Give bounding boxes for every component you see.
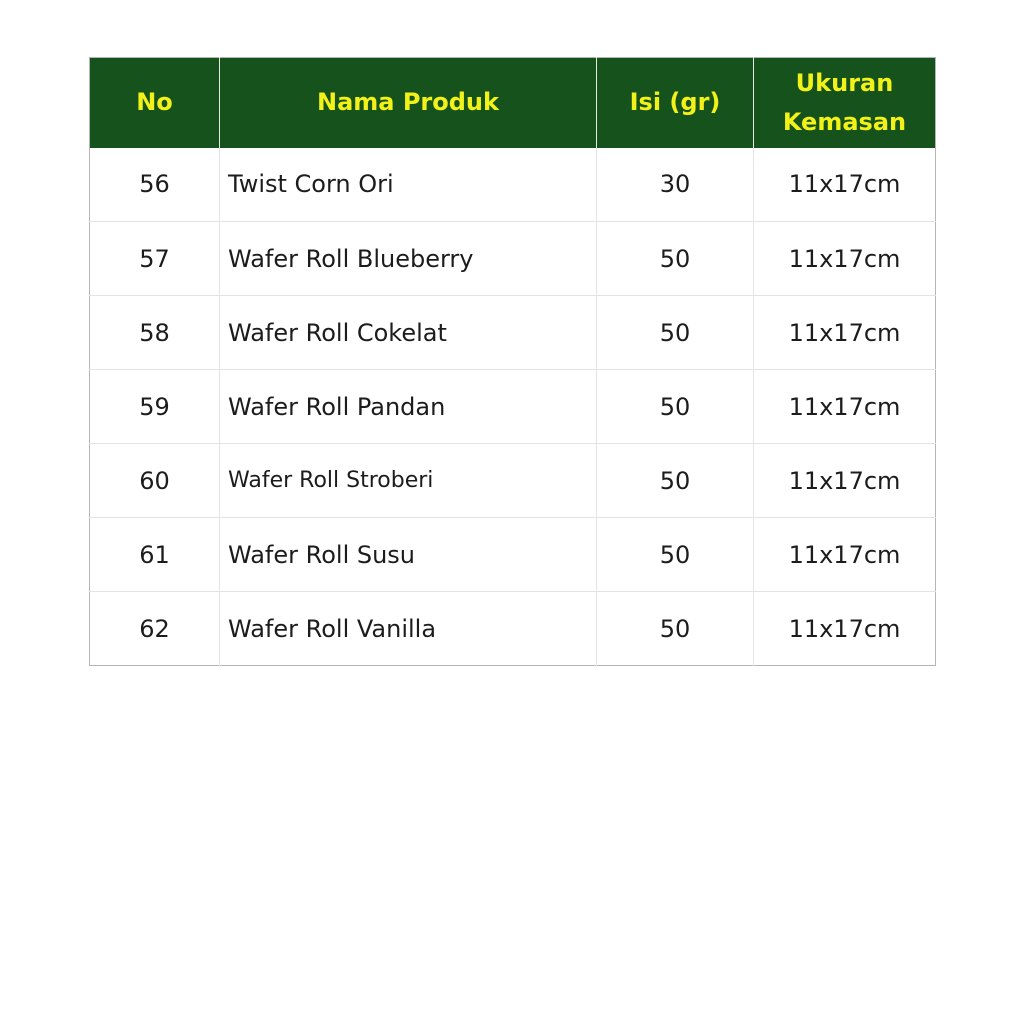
cell-product-name: Wafer Roll Stroberi bbox=[220, 444, 597, 518]
cell-no: 58 bbox=[90, 296, 220, 370]
cell-no: 60 bbox=[90, 444, 220, 518]
table-row bbox=[90, 370, 936, 444]
cell-content-gram: 50 bbox=[597, 518, 754, 592]
table-row bbox=[90, 592, 936, 666]
header-row bbox=[90, 58, 936, 148]
cell-product-name: Twist Corn Ori bbox=[220, 148, 597, 222]
cell-package-size: 11x17cm bbox=[754, 296, 936, 370]
cell-no: 61 bbox=[90, 518, 220, 592]
cell-no: 59 bbox=[90, 370, 220, 444]
header-package-size-line1: Ukuran bbox=[795, 68, 894, 97]
cell-no: 57 bbox=[90, 222, 220, 296]
table-row bbox=[90, 444, 936, 518]
product-table bbox=[89, 57, 936, 666]
header-no: No bbox=[90, 58, 220, 148]
cell-content-gram: 50 bbox=[597, 370, 754, 444]
cell-package-size: 11x17cm bbox=[754, 444, 936, 518]
cell-content-gram: 50 bbox=[597, 222, 754, 296]
cell-package-size: 11x17cm bbox=[754, 518, 936, 592]
table-header bbox=[90, 58, 936, 148]
cell-content-gram: 50 bbox=[597, 296, 754, 370]
cell-no: 62 bbox=[90, 592, 220, 666]
cell-product-name: Wafer Roll Pandan bbox=[220, 370, 597, 444]
cell-package-size: 11x17cm bbox=[788, 170, 901, 199]
cell-package-size: 11x17cm bbox=[754, 222, 936, 296]
table-row bbox=[90, 148, 936, 222]
cell-content-gram: 50 bbox=[597, 444, 754, 518]
header-package-size-line2: Kemasan bbox=[782, 107, 907, 136]
cell-product-name: Wafer Roll Vanilla bbox=[220, 592, 597, 666]
header-package-size bbox=[754, 58, 936, 148]
table-body bbox=[90, 148, 936, 666]
cell-product-name: Wafer Roll Blueberry bbox=[220, 222, 597, 296]
table-row bbox=[90, 296, 936, 370]
cell-package-size: 11x17cm bbox=[754, 370, 936, 444]
cell-no: 56 bbox=[90, 148, 220, 222]
cell-product-name: Wafer Roll Susu bbox=[220, 518, 597, 592]
table-row bbox=[90, 222, 936, 296]
cell-product-name: Wafer Roll Cokelat bbox=[220, 296, 597, 370]
cell-content-gram: 30 bbox=[597, 148, 754, 222]
table-row bbox=[90, 518, 936, 592]
cell-package-size: 11x17cm bbox=[754, 592, 936, 666]
header-product-name: Nama Produk bbox=[220, 58, 597, 148]
header-content-gram: Isi (gr) bbox=[597, 58, 754, 148]
cell-content-gram: 50 bbox=[597, 592, 754, 666]
